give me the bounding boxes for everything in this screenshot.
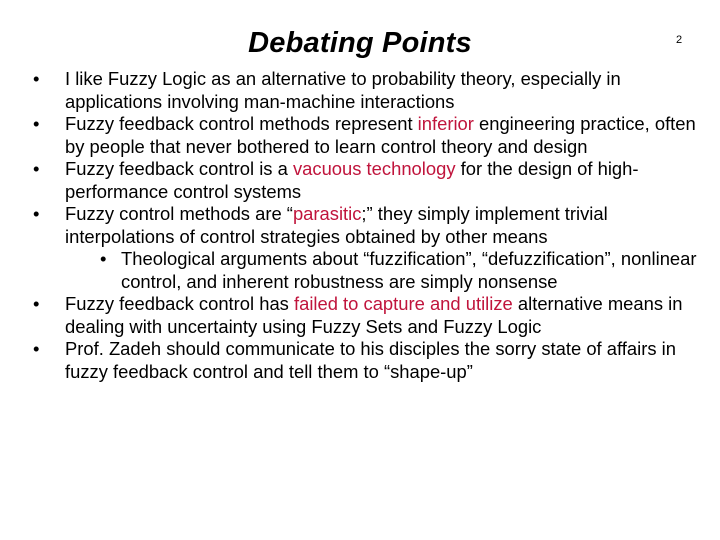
- bullet-dot-icon: •: [100, 248, 107, 269]
- bullet-text: for the design of high-performance control systems: [65, 158, 639, 202]
- bullet-text: Prof. Zadeh should communicate to his disciples the sorry state of affairs in fuzzy feedback control and tell them to “shape-up”: [65, 338, 676, 382]
- bullet-list: [0, 68, 720, 383]
- sub-bullet-item: [0, 248, 720, 293]
- highlighted-phrase: inferior: [417, 113, 474, 134]
- bullet-item: [0, 203, 720, 248]
- bullet-text: Fuzzy control methods are “: [65, 203, 293, 224]
- highlighted-phrase: vacuous technology: [292, 158, 456, 179]
- bullet-dot-icon: •: [33, 68, 40, 89]
- bullet-dot-icon: •: [33, 338, 40, 359]
- page-number: 2: [676, 34, 683, 46]
- bullet-text: ;” they simply implement trivial interpolations of control strategies obtained by other means: [65, 203, 608, 247]
- bullet-text: Fuzzy feedback control has: [65, 293, 294, 314]
- bullet-text: Fuzzy feedback control is a: [65, 158, 293, 179]
- bullet-dot-icon: •: [33, 113, 40, 134]
- bullet-item: [0, 158, 720, 203]
- bullet-item: [0, 293, 720, 338]
- bullet-text: Fuzzy feedback control methods represent: [65, 113, 418, 134]
- bullet-item: [0, 113, 720, 158]
- bullet-dot-icon: •: [33, 203, 40, 224]
- bullet-dot-icon: •: [33, 293, 40, 314]
- highlighted-phrase: parasitic: [292, 203, 362, 224]
- slide-title: Debating Points: [248, 27, 472, 59]
- bullet-item: [0, 338, 720, 383]
- bullet-text: engineering practice, often by people that never bothered to learn control theory and design: [65, 113, 696, 157]
- bullet-text: Theological arguments about “fuzzification”, “defuzzification”, nonlinear control, and inherent robustness are simply nonsense: [121, 248, 697, 292]
- bullet-text: alternative means in dealing with uncertainty using Fuzzy Sets and Fuzzy Logic: [65, 293, 683, 337]
- bullet-item: [0, 68, 720, 113]
- bullet-text: I like Fuzzy Logic as an alternative to probability theory, especially in applications involving man-machine interactions: [65, 68, 621, 112]
- highlighted-phrase: failed to capture and utilize: [293, 293, 513, 314]
- bullet-dot-icon: •: [33, 158, 40, 179]
